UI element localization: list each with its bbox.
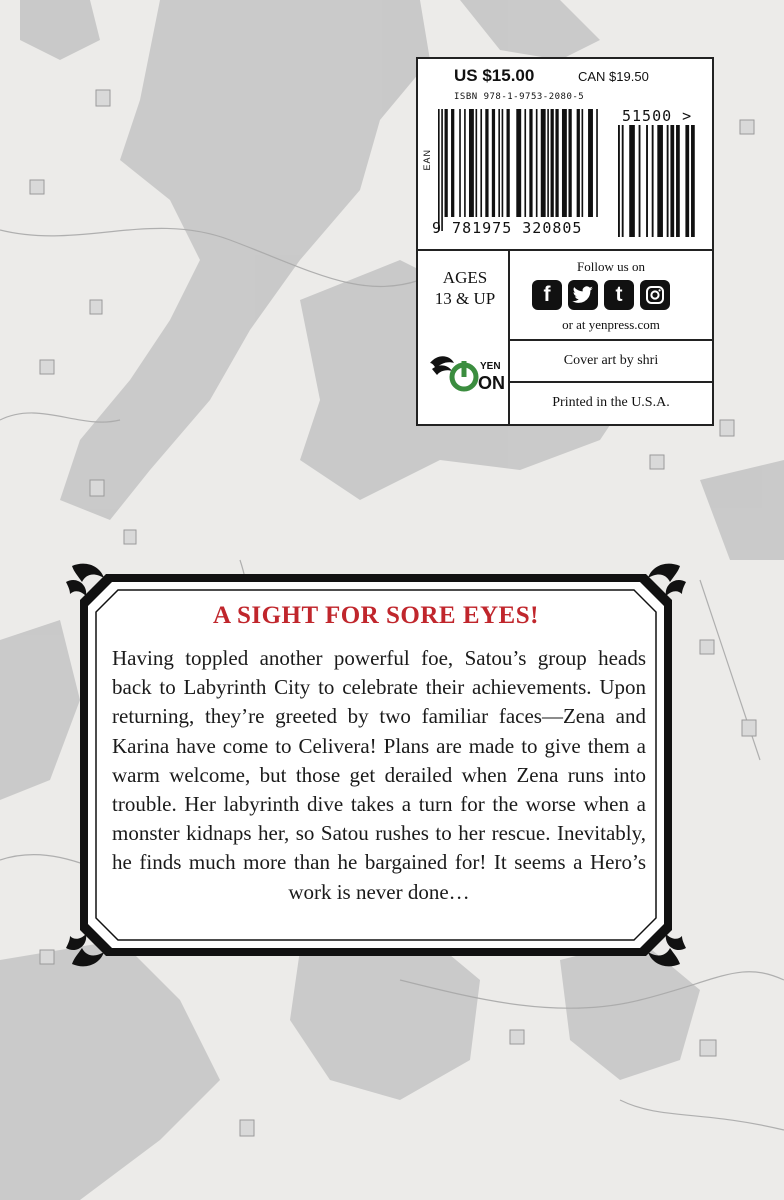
blurb-body: Having toppled another powerful foe, Satou’s group heads back to Labyrinth City to celebrate their achievements. Upon returning, they’re greeted by two familiar faces—Zena and Karina have come to Celivera! Plans are made to give them a warm welcome, but those get derailed when Zena runs into trouble. Her labyrinth dive takes a turn for the worse when a monster kidnaps her, so Satou rushes to her rescue. Inevitably, he finds much more than he bargained for! It seems a Hero’s work is never done… xyxy=(112,646,646,904)
age-rating-line1: AGES xyxy=(442,268,488,287)
panel-divider xyxy=(418,249,712,251)
barcode-bar xyxy=(618,125,620,237)
barcode-bar xyxy=(498,109,500,217)
cover-art-credit: Cover art by shri xyxy=(563,353,659,368)
barcode-bar xyxy=(502,109,504,217)
barcode-bar xyxy=(536,109,538,217)
barcode-bar xyxy=(459,109,461,217)
price-addon-barcode xyxy=(618,125,706,237)
barcode-bar xyxy=(676,125,680,237)
price-us: US $15.00 xyxy=(454,66,535,85)
barcode-bar xyxy=(469,109,474,217)
barcode-bar xyxy=(596,109,598,217)
corner-ornament xyxy=(66,934,104,966)
barcode-bar xyxy=(451,109,454,217)
barcode-bar xyxy=(485,109,488,217)
barcode-bar xyxy=(577,109,580,217)
barcode-bar xyxy=(492,109,495,217)
isbn-number: ISBN 978-1-9753-2080-5 xyxy=(454,92,585,102)
social-icons xyxy=(532,280,670,310)
barcode-bar xyxy=(629,125,635,237)
barcode-bar xyxy=(657,125,663,237)
website-text: or at yenpress.com xyxy=(562,317,660,332)
barcode-bar xyxy=(588,109,593,217)
barcode-bar xyxy=(438,109,440,231)
barcode-bar xyxy=(691,125,695,237)
barcode-number: 9 781975 320805 xyxy=(432,219,583,237)
barcode-bar xyxy=(445,109,448,217)
twitter-icon xyxy=(568,280,598,310)
barcode-bar xyxy=(622,125,624,237)
barcode-bar xyxy=(667,125,669,237)
age-rating-line2: 13 & UP xyxy=(434,289,496,308)
barcode-bar xyxy=(541,109,546,217)
panel-divider xyxy=(508,339,712,341)
barcode-bar xyxy=(685,125,689,237)
barcode-bar xyxy=(441,109,443,231)
isbn-barcode xyxy=(438,109,606,237)
barcode-bar xyxy=(555,109,558,217)
barcode-bar xyxy=(551,109,554,217)
barcode-bar xyxy=(568,109,571,217)
barcode-bar xyxy=(507,109,510,217)
tumblr-icon: t xyxy=(604,280,634,310)
yen-on-logo xyxy=(428,349,505,393)
barcode-bar xyxy=(476,109,478,217)
barcode-bar xyxy=(529,109,532,217)
corner-ornament xyxy=(66,564,104,596)
barcode-bar xyxy=(516,109,521,217)
barcode-bar xyxy=(524,109,526,217)
instagram-icon xyxy=(640,280,670,310)
barcode-bar xyxy=(480,109,482,217)
barcode-info-panel xyxy=(416,57,714,426)
barcode-bar xyxy=(639,125,641,237)
barcode-bar xyxy=(562,109,567,217)
panel-divider xyxy=(508,381,712,383)
barcode-bar xyxy=(547,109,549,217)
logo-text-on: ON xyxy=(478,373,505,393)
blurb-heading: A SIGHT FOR SORE EYES! xyxy=(213,602,539,629)
barcode-bar xyxy=(646,125,648,237)
follow-us-text: Follow us on xyxy=(577,259,645,274)
price-addon-number: 51500 > xyxy=(622,107,693,125)
barcode-bar xyxy=(652,125,654,237)
price-can: CAN $19.50 xyxy=(578,69,649,84)
age-rating xyxy=(426,267,504,309)
corner-ornament xyxy=(648,564,686,596)
logo-text-yen: YEN xyxy=(480,361,501,372)
barcode-bar xyxy=(582,109,584,217)
ean-label: EAN xyxy=(422,149,432,171)
corner-ornament xyxy=(648,934,686,966)
facebook-icon: f xyxy=(532,280,562,310)
barcode-bar xyxy=(464,109,466,217)
printed-in-text: Printed in the U.S.A. xyxy=(552,395,670,410)
barcode-bar xyxy=(670,125,674,237)
